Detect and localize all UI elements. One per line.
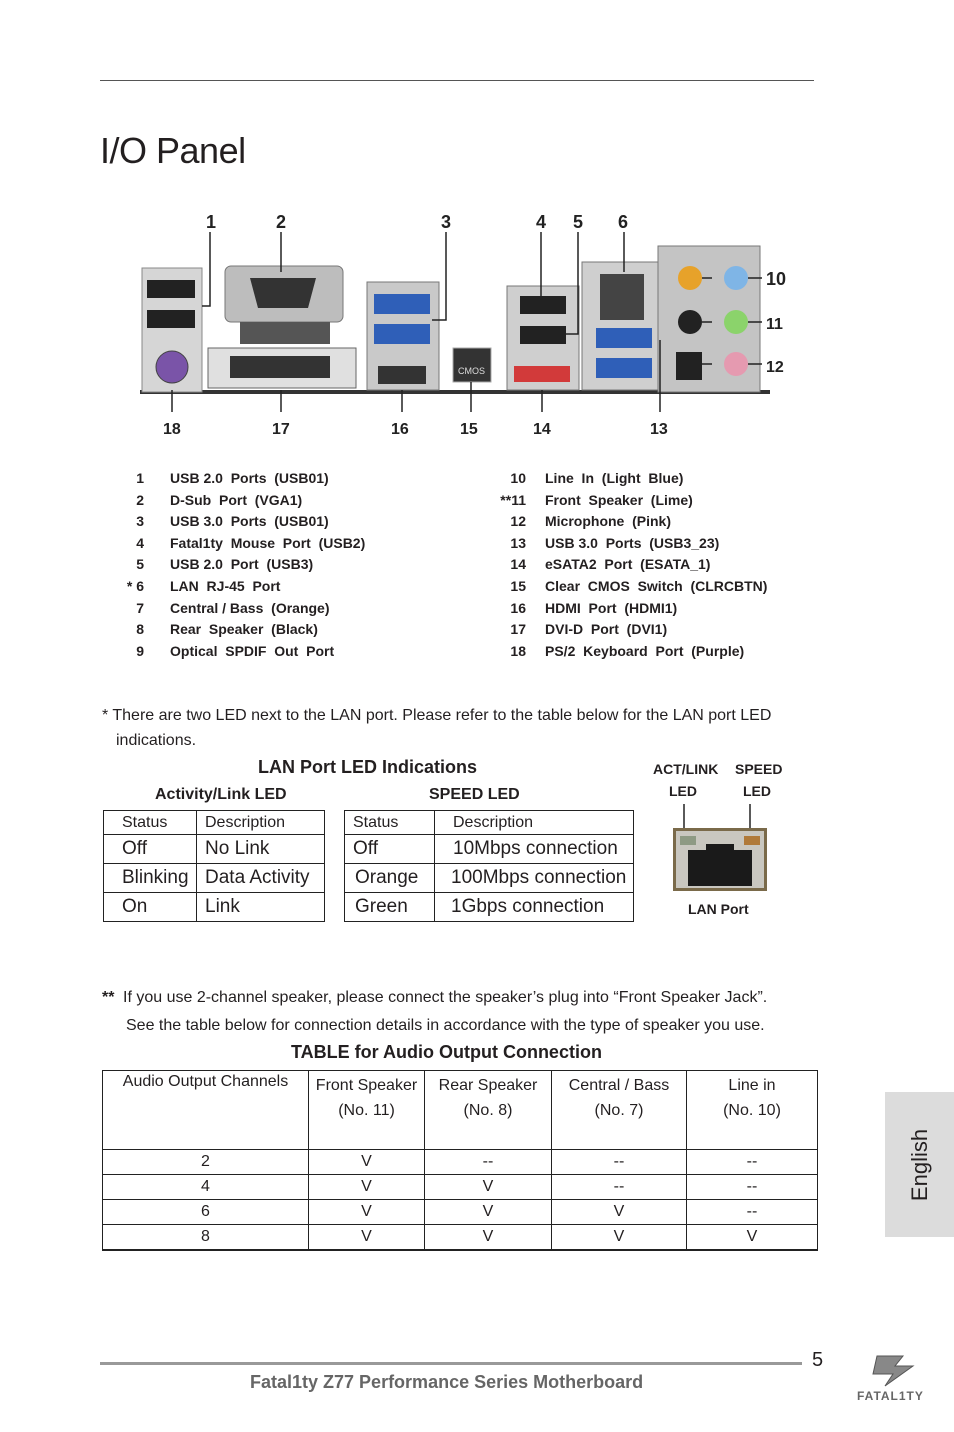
- callout-15: 15: [460, 421, 478, 438]
- callout-18: 18: [163, 421, 181, 438]
- legend-marker: * 6: [126, 578, 144, 594]
- activity-led-table: [103, 810, 325, 922]
- legend-text: USB 3.0 Ports (USB01): [170, 513, 329, 530]
- callout-5: 5: [573, 212, 584, 232]
- footer-title: Fatal1ty Z77 Performance Series Motherboard: [250, 1372, 644, 1392]
- lan-port-caption: LAN Port: [688, 901, 749, 917]
- speaker-note-line1: If you use 2-channel speaker, please connect the speaker’s plug into “Front Speaker Jack”.: [123, 989, 768, 1006]
- audio-cell: --: [687, 1175, 818, 1200]
- legend-marker: 4: [136, 534, 144, 551]
- lan-port-figure: [670, 800, 770, 895]
- legend-text: LAN RJ-45 Port: [170, 578, 281, 594]
- activity-description: Link: [197, 893, 325, 922]
- legend-marker: 12: [510, 513, 526, 530]
- audio-cell: V: [309, 1225, 425, 1251]
- lan-port-icon: [600, 274, 644, 320]
- legend-text: Rear Speaker (Black): [170, 621, 318, 638]
- language-side-tab-label: English: [906, 1128, 932, 1201]
- legend-marker: 2: [136, 491, 144, 508]
- callout-14: 14: [533, 421, 551, 438]
- line-in-jack-icon: [724, 266, 748, 290]
- central-bass-jack-icon: [678, 266, 702, 290]
- audio-cell: 4: [103, 1175, 309, 1200]
- legend-text: Microphone (Pink): [545, 513, 671, 530]
- audio-jack-group: [658, 246, 760, 392]
- speed-description: 10Mbps connection: [435, 835, 634, 864]
- clear-cmos-button: [453, 348, 491, 382]
- callout-13: 13: [650, 421, 668, 438]
- io-panel-diagram: [130, 200, 800, 445]
- dvi-port-icon: [230, 356, 330, 378]
- legend-marker: 13: [510, 534, 526, 551]
- legend-text: USB 3.0 Ports (USB3_23): [545, 534, 720, 551]
- header-line: (No. 8): [463, 1102, 513, 1119]
- page-title: I/O Panel: [100, 130, 246, 171]
- audio-cell: V: [425, 1225, 552, 1251]
- speaker-note-line2: See the table below for connection details in accordance with the type of speaker you use.: [126, 1017, 765, 1034]
- header-line: Central / Bass: [568, 1077, 670, 1094]
- activity-led-title: Activity/Link LED: [155, 786, 287, 803]
- audio-cell: V: [552, 1225, 687, 1251]
- ps2-port-icon: [156, 351, 188, 383]
- header-line: Line in: [728, 1077, 776, 1094]
- speaker-note-marker: **: [102, 989, 115, 1006]
- audio-cell: V: [309, 1200, 425, 1225]
- audio-cell: --: [687, 1200, 818, 1225]
- legend-text: HDMI Port (HDMI1): [545, 599, 678, 616]
- activity-status: On: [104, 893, 197, 922]
- speed-description: 1Gbps connection: [435, 893, 634, 922]
- audio-table-title: TABLE for Audio Output Connection: [291, 1042, 602, 1062]
- header-line: Rear Speaker: [438, 1077, 538, 1094]
- audio-cell: V: [552, 1200, 687, 1225]
- legend-marker: 14: [510, 556, 526, 573]
- legend-text: USB 2.0 Port (USB3): [170, 556, 314, 573]
- footer-rule: [100, 1362, 802, 1365]
- legend-text: Front Speaker (Lime): [545, 491, 693, 508]
- page-number: 5: [812, 1349, 824, 1371]
- legend-text: Central / Bass (Orange): [170, 599, 330, 616]
- legend-text: DVI-D Port (DVI1): [545, 621, 668, 638]
- callout-16: 16: [391, 421, 409, 438]
- legend-text: eSATA2 Port (ESATA_1): [545, 556, 711, 573]
- callout-12: 12: [766, 359, 784, 376]
- language-side-tab: [885, 1092, 954, 1237]
- lan-usb3-port-group: [582, 262, 658, 390]
- callout-1: 1: [206, 212, 217, 232]
- legend-marker: 10: [510, 470, 526, 486]
- callout-17: 17: [272, 421, 290, 438]
- lan-note-line2: indications.: [116, 732, 197, 749]
- speed-led-table: [344, 810, 634, 922]
- activity-description: No Link: [197, 835, 325, 864]
- legend-marker: 7: [136, 599, 144, 616]
- audio-cell: --: [552, 1175, 687, 1200]
- audio-header-rear: [425, 1071, 552, 1150]
- callout-4: 4: [536, 212, 547, 232]
- callout-2: 2: [276, 212, 287, 232]
- act-link-led-icon: [680, 836, 696, 845]
- legend-text: Fatal1ty Mouse Port (USB2): [170, 534, 366, 551]
- audio-header-front: [309, 1071, 425, 1150]
- callout-11: 11: [766, 316, 783, 333]
- usb3-hdmi-port-group: [367, 282, 439, 390]
- lan-note-line1: * There are two LED next to the LAN port. Please refer to the table below for the LAN port LED: [102, 707, 772, 724]
- legend-text: USB 2.0 Ports (USB01): [170, 470, 329, 486]
- header-line: (No. 10): [723, 1102, 781, 1119]
- speed-status: Off: [345, 835, 435, 864]
- audio-cell: --: [687, 1150, 818, 1175]
- header-line: (No. 7): [594, 1102, 644, 1119]
- audio-header-line-in: [687, 1071, 818, 1150]
- legend-marker: 5: [136, 556, 144, 573]
- legend-marker: 8: [136, 621, 144, 638]
- speed-header-status: Status: [345, 811, 435, 835]
- front-speaker-jack-icon: [724, 310, 748, 334]
- legend-text: Clear CMOS Switch (CLRCBTN): [545, 578, 768, 594]
- usb2-ps2-port-group: [142, 268, 202, 392]
- rj45-socket-icon: [688, 850, 752, 886]
- microphone-jack-icon: [724, 352, 748, 376]
- usb3-port-icon: [374, 294, 430, 314]
- header-line: (No. 11): [338, 1102, 395, 1119]
- legend-marker: 17: [510, 621, 526, 638]
- speed-description: 100Mbps connection: [435, 864, 634, 893]
- activity-description: Data Activity: [197, 864, 325, 893]
- speed-label: SPEED: [735, 761, 783, 777]
- callout-10: 10: [766, 269, 787, 289]
- speed-header-description: Description: [435, 811, 634, 835]
- speed-led-title: SPEED LED: [429, 786, 520, 803]
- legend-marker: 16: [510, 599, 526, 616]
- audio-cell: V: [309, 1175, 425, 1200]
- audio-cell: 8: [103, 1225, 309, 1251]
- legend-marker: 3: [136, 513, 144, 530]
- usb2-esata-port-group: [507, 286, 579, 390]
- legend-text: PS/2 Keyboard Port (Purple): [545, 642, 745, 659]
- legend-marker: 18: [510, 642, 526, 659]
- audio-cell: V: [687, 1225, 818, 1251]
- fatal1ty-logo: [855, 1352, 935, 1408]
- audio-header-channels: [103, 1071, 309, 1150]
- legend-marker: 9: [136, 642, 144, 659]
- act-link-led-label: LED: [669, 783, 697, 799]
- vga-dvi-port-group: [208, 266, 356, 388]
- cmos-label: CMOS: [458, 366, 485, 376]
- act-link-label: ACT/LINK: [653, 761, 719, 777]
- legend-text: Line In (Light Blue): [545, 470, 684, 486]
- lan-led-heading: LAN Port LED Indications: [258, 757, 478, 777]
- speed-status: Orange: [345, 864, 435, 893]
- header-line: Audio Output Channels: [122, 1073, 289, 1090]
- audio-cell: V: [425, 1175, 552, 1200]
- rear-speaker-jack-icon: [678, 310, 702, 334]
- legend-marker: 15: [510, 578, 526, 594]
- legend-marker: **11: [500, 491, 526, 508]
- audio-output-table: [102, 1070, 818, 1251]
- speed-status: Green: [345, 893, 435, 922]
- header-rule: [100, 80, 814, 81]
- esata-port-icon: [514, 366, 570, 382]
- callout-6: 6: [618, 212, 629, 232]
- activity-header-status: Status: [104, 811, 197, 835]
- activity-status: Blinking: [104, 864, 197, 893]
- header-line: Front Speaker: [315, 1077, 418, 1094]
- activity-header-description: Description: [197, 811, 325, 835]
- audio-header-central: [552, 1071, 687, 1150]
- legend-marker: 1: [136, 470, 144, 486]
- legend-text: Optical SPDIF Out Port: [170, 642, 335, 659]
- spdif-port-icon: [676, 352, 702, 380]
- audio-cell: --: [552, 1150, 687, 1175]
- speed-led-label: LED: [743, 783, 771, 799]
- callout-3: 3: [441, 212, 452, 232]
- activity-status: Off: [104, 835, 197, 864]
- audio-cell: 6: [103, 1200, 309, 1225]
- audio-cell: 2: [103, 1150, 309, 1175]
- audio-cell: V: [425, 1200, 552, 1225]
- fatal1ty-logo-text: FATAL1TY: [857, 1389, 924, 1403]
- legend-text: D-Sub Port (VGA1): [170, 491, 303, 508]
- audio-cell: V: [309, 1150, 425, 1175]
- speed-led-icon: [744, 836, 760, 845]
- vga-port-icon: [250, 278, 316, 308]
- audio-cell: --: [425, 1150, 552, 1175]
- hdmi-port-icon: [378, 366, 426, 384]
